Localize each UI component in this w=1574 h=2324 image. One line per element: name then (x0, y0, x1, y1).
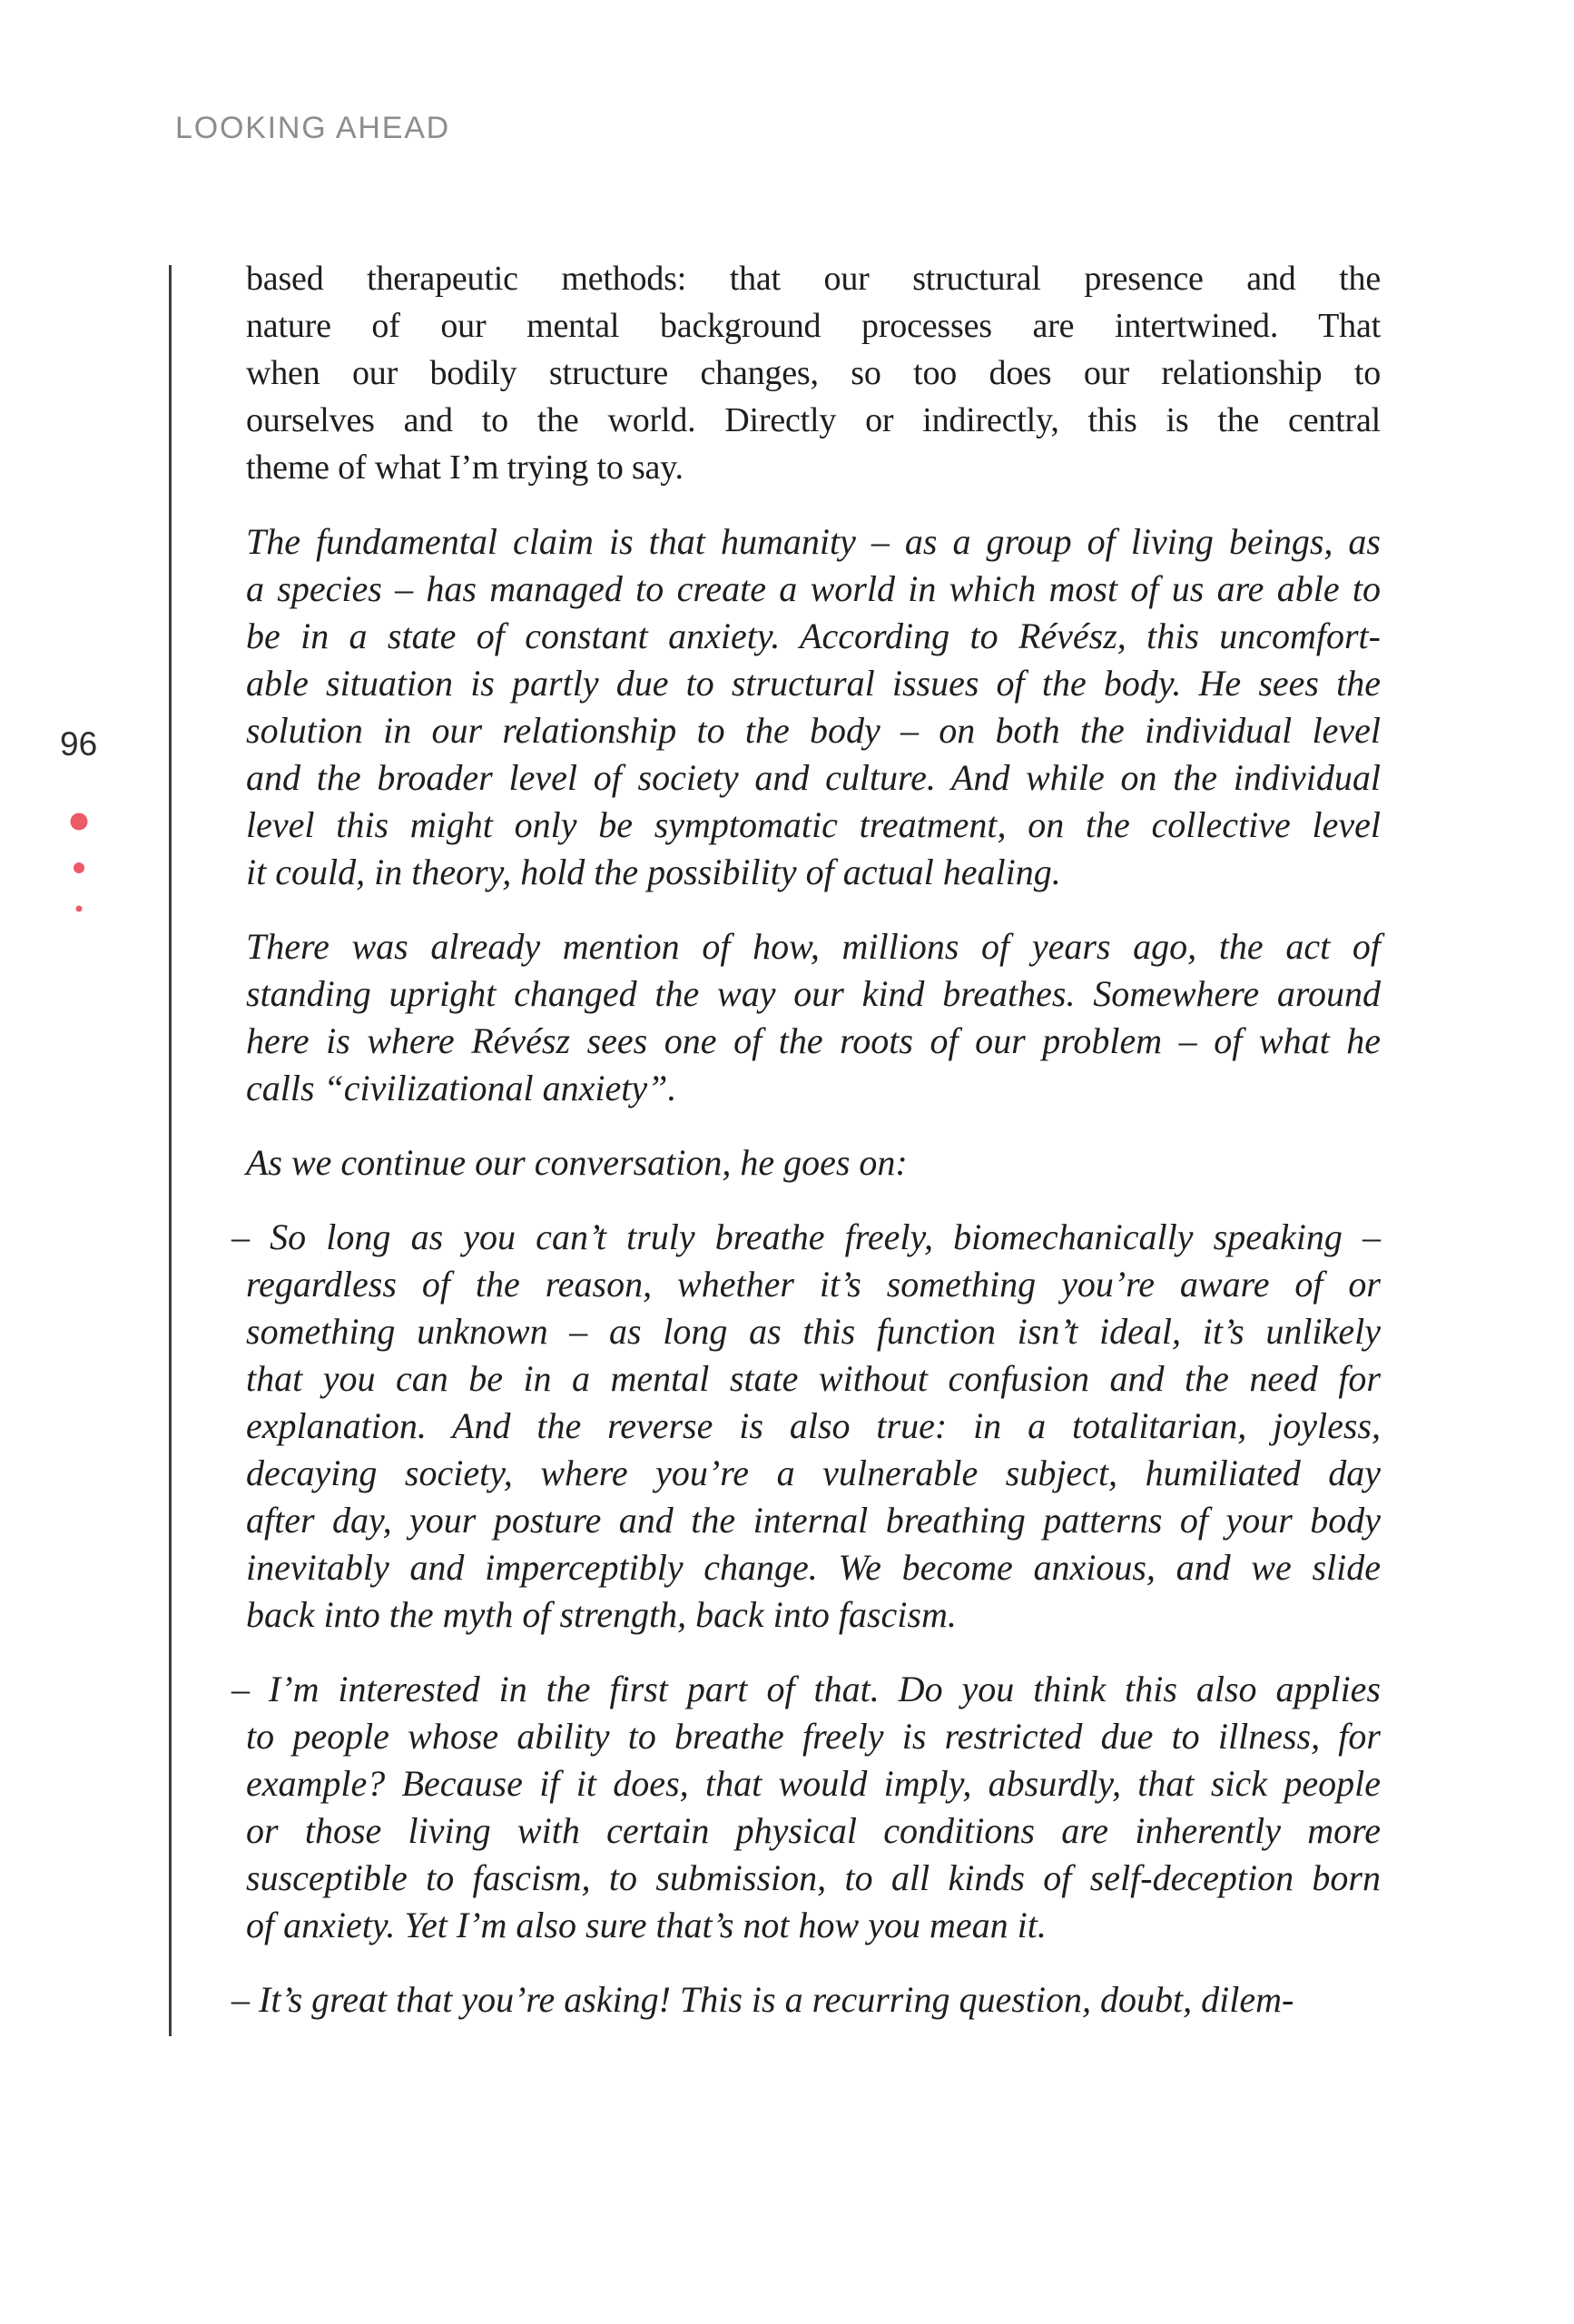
text-line: – I’m interested in the first part of that. Do you think this also applies (231, 1669, 1381, 1709)
margin-vertical-rule (169, 265, 172, 2036)
bullet-dot-icon (71, 813, 88, 831)
text-line: As we continue our conversation, he goes on: (246, 1142, 908, 1183)
text-line: or those living with certain physical conditions are inherently more (246, 1810, 1381, 1851)
text-line: to people whose ability to breathe freely is restricted due to illness, for (246, 1716, 1381, 1757)
body-text-column (231, 255, 1381, 2024)
paragraph (231, 1214, 1381, 1639)
text-line: of anxiety. Yet I’m also sure that’s not how you mean it. (246, 1905, 1047, 1945)
text-line: – It’s great that you’re asking! This is a recurring question, doubt, dilem- (231, 1979, 1294, 2020)
text-line: it could, in theory, hold the possibility of actual healing. (246, 852, 1061, 892)
text-line: example? Because if it does, that would imply, absurdly, that sick people (246, 1763, 1381, 1804)
text-line: ourselves and to the world. Directly or indirectly, this is the central (246, 401, 1381, 439)
text-line: solution in our relationship to the body – on both the individual level (246, 710, 1381, 751)
bullet-dot-icon (76, 906, 83, 912)
paragraph (246, 923, 1381, 1112)
text-line: when our bodily structure changes, so too does our relationship to (246, 354, 1381, 392)
text-line: regardless of the reason, whether it’s something you’re aware of or (246, 1264, 1381, 1305)
text-line: that you can be in a mental state without confusion and the need for (246, 1358, 1381, 1399)
text-line: based therapeutic methods: that our structural presence and the (246, 260, 1381, 298)
text-line: be in a state of constant anxiety. According to Révész, this uncomfort- (246, 615, 1381, 656)
paragraph (246, 255, 1381, 491)
text-line: theme of what I’m trying to say. (246, 448, 684, 487)
text-line: here is where Révész sees one of the roots of our problem – of what he (246, 1020, 1381, 1061)
text-line: back into the myth of strength, back into fascism. (246, 1594, 957, 1635)
text-line: explanation. And the reverse is also true: in a totalitarian, joyless, (246, 1405, 1381, 1446)
text-line: There was already mention of how, millions of years ago, the act of (246, 926, 1381, 967)
text-line: standing upright changed the way our kind breathes. Somewhere around (246, 973, 1381, 1014)
text-line: calls “civilizational anxiety”. (246, 1068, 677, 1108)
text-line: after day, your posture and the internal breathing patterns of your body (246, 1500, 1381, 1541)
text-line: able situation is partly due to structural issues of the body. He sees the (246, 663, 1381, 704)
text-line: level this might only be symptomatic treatment, on the collective level (246, 804, 1381, 845)
text-line: – So long as you can’t truly breathe freely, biomechanically speaking – (231, 1216, 1381, 1257)
paragraph (246, 1139, 1381, 1187)
paragraph (231, 1666, 1381, 1949)
text-line: something unknown – as long as this function isn’t ideal, it’s unlikely (246, 1311, 1381, 1352)
bullet-dot-icon (74, 862, 84, 873)
text-line: a species – has managed to create a world in which most of us are able to (246, 568, 1381, 609)
paragraph (231, 1976, 1381, 2024)
page-number: 96 (60, 725, 98, 763)
text-line: susceptible to fascism, to submission, to all kinds of self-deception born (246, 1857, 1381, 1898)
text-line: decaying society, where you’re a vulnerable subject, humiliated day (246, 1452, 1381, 1493)
text-line: and the broader level of society and culture. And while on the individual (246, 757, 1381, 798)
text-line: nature of our mental background processes are intertwined. That (246, 307, 1381, 345)
running-header: LOOKING AHEAD (175, 111, 451, 145)
text-line: inevitably and imperceptibly change. We become anxious, and we slide (246, 1547, 1381, 1588)
text-line: The fundamental claim is that humanity – as a group of living beings, as (246, 521, 1381, 562)
paragraph (246, 518, 1381, 896)
